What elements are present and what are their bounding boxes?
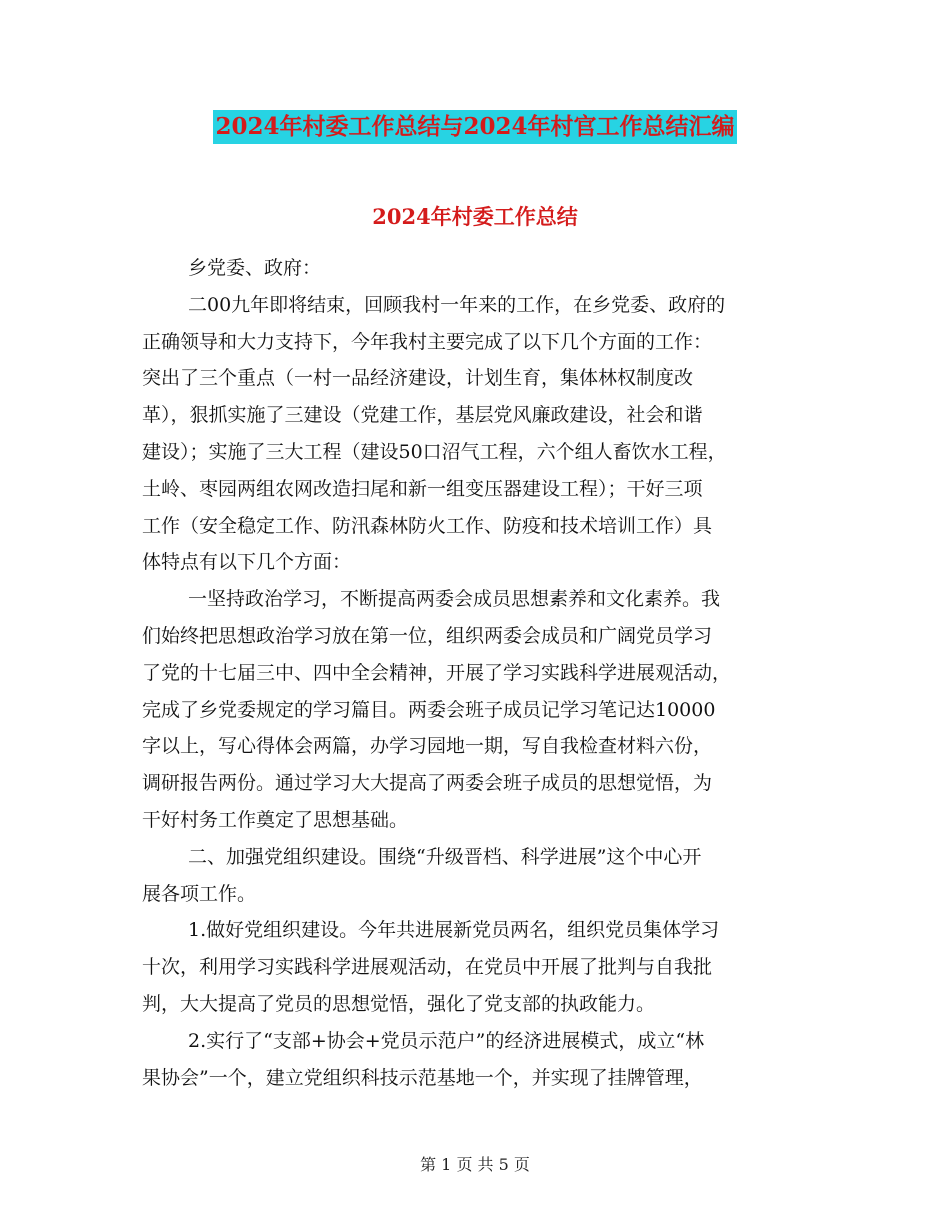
- body-line: 果协会”一个，建立党组织科技示范基地一个，并实现了挂牌管理，: [142, 1066, 703, 1089]
- body-line: 乡党委、政府：: [188, 257, 322, 279]
- body-line: 干好村务工作奠定了思想基础。: [142, 808, 409, 831]
- body-line: 十次，利用学习实践科学进展观活动，在党员中开展了批判与自我批: [142, 956, 713, 979]
- body-line: 了党的十七届三中、四中全会精神，开展了学习实践科学进展观活动，: [142, 661, 732, 684]
- body-line: 判，大大提高了党员的思想觉悟，强化了党支部的执政能力。: [142, 992, 656, 1015]
- body-line: 2.实行了“支部+协会+党员示范户”的经济进展模式，成立“林: [188, 1029, 705, 1052]
- document-body: [142, 250, 817, 1096]
- page-footer: 第 1 页 共 5 页: [420, 1155, 530, 1174]
- body-line: 二、加强党组织建设。围绕“升级晋档、科学进展”这个中心开: [188, 845, 702, 868]
- body-line: 体特点有以下几个方面：: [142, 551, 352, 574]
- document-title-wrapper: [0, 110, 950, 144]
- body-line: 二00九年即将结束，回顾我村一年来的工作，在乡党委、政府的: [188, 293, 726, 316]
- document-title: 2024年村委工作总结与2024年村官工作总结汇编: [213, 110, 736, 144]
- body-line: 工作（安全稳定工作、防汛森林防火工作、防疫和技术培训工作）具: [142, 514, 713, 537]
- body-line: 调研报告两份。通过学习大大提高了两委会班子成员的思想觉悟，为: [142, 772, 713, 795]
- body-line: 完成了乡党委规定的学习篇目。两委会班子成员记学习笔记达10000: [142, 698, 716, 721]
- body-line: 土岭、枣园两组农网改造扫尾和新一组变压器建设工程）；干好三项: [142, 477, 703, 500]
- section-title: 2024年村委工作总结: [372, 204, 578, 229]
- body-line: 建设）；实施了三大工程（建设50口沼气工程，六个组人畜饮水工程，: [142, 440, 727, 463]
- body-line: 突出了三个重点（一村一品经济建设，计划生育，集体林权制度改: [142, 367, 694, 390]
- body-line: 1.做好党组织建设。今年共进展新党员两名，组织党员集体学习: [188, 919, 720, 942]
- body-line: 展各项工作。: [142, 882, 257, 905]
- body-line: 一坚持政治学习，不断提高两委会成员思想素养和文化素养。我: [188, 588, 721, 611]
- body-line: 革），狠抓实施了三建设（党建工作，基层党风廉政建设，社会和谐: [142, 404, 703, 427]
- body-line: 们始终把思想政治学习放在第一位，组织两委会成员和广阔党员学习: [142, 624, 713, 647]
- body-line: 正确领导和大力支持下，今年我村主要完成了以下几个方面的工作：: [142, 330, 713, 353]
- body-line: 字以上，写心得体会两篇，办学习园地一期，写自我检查材料六份，: [142, 735, 713, 758]
